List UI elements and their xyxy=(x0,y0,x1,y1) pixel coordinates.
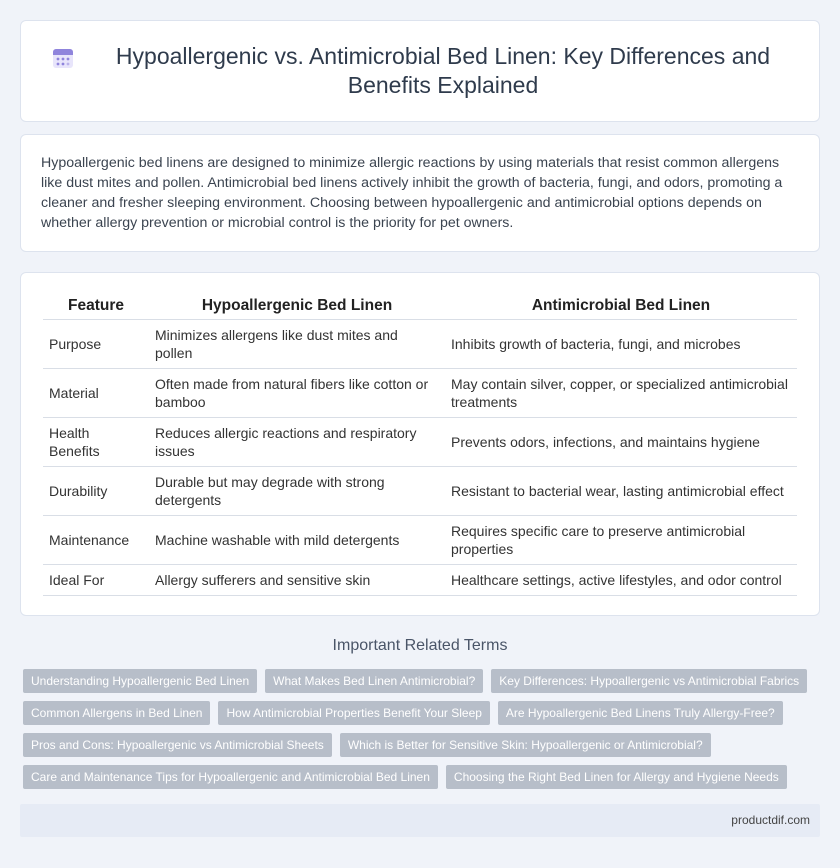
related-term-link[interactable]: Key Differences: Hypoallergenic vs Antimicrobial Fabrics xyxy=(491,669,807,693)
comparison-table-card xyxy=(20,272,820,616)
header-hypoallergenic: Hypoallergenic Bed Linen xyxy=(149,293,445,319)
row-hypoallergenic: Allergy sufferers and sensitive skin xyxy=(149,564,445,595)
footer-site-link[interactable]: productdif.com xyxy=(731,813,810,827)
table-row xyxy=(43,319,797,368)
related-term-link[interactable]: What Makes Bed Linen Antimicrobial? xyxy=(265,669,483,693)
table-row xyxy=(43,515,797,564)
related-term-link[interactable]: Choosing the Right Bed Linen for Allergy and Hygiene Needs xyxy=(446,765,787,789)
row-hypoallergenic: Often made from natural fibers like cotton or bamboo xyxy=(149,368,445,417)
table-row xyxy=(43,564,797,595)
related-term-link[interactable]: Understanding Hypoallergenic Bed Linen xyxy=(23,669,257,693)
row-feature: Maintenance xyxy=(43,515,149,564)
row-antimicrobial: Prevents odors, infections, and maintains hygiene xyxy=(445,417,797,466)
row-antimicrobial: Healthcare settings, active lifestyles, and odor control xyxy=(445,564,797,595)
row-hypoallergenic: Reduces allergic reactions and respiratory issues xyxy=(149,417,445,466)
table-row xyxy=(43,417,797,466)
page-title: Hypoallergenic vs. Antimicrobial Bed Linen: Key Differences and Benefits Explained xyxy=(115,43,771,98)
row-feature: Health Benefits xyxy=(43,417,149,466)
table-header-row xyxy=(43,293,797,319)
title-card xyxy=(20,20,820,122)
row-feature: Material xyxy=(43,368,149,417)
header-feature: Feature xyxy=(43,293,149,319)
row-feature: Durability xyxy=(43,466,149,515)
related-terms-list xyxy=(23,669,823,789)
intro-card xyxy=(20,134,820,252)
related-term-link[interactable]: Are Hypoallergenic Bed Linens Truly Allergy-Free? xyxy=(498,701,783,725)
table-row xyxy=(43,466,797,515)
row-antimicrobial: May contain silver, copper, or specialized antimicrobial treatments xyxy=(445,368,797,417)
related-term-link[interactable]: Which is Better for Sensitive Skin: Hypoallergenic or Antimicrobial? xyxy=(340,733,711,757)
row-feature: Ideal For xyxy=(43,564,149,595)
table-row xyxy=(43,368,797,417)
calendar-icon xyxy=(51,46,75,70)
footer xyxy=(20,804,820,837)
related-terms-heading: Important Related Terms xyxy=(332,637,508,654)
row-antimicrobial: Requires specific care to preserve antimicrobial properties xyxy=(445,515,797,564)
header-antimicrobial: Antimicrobial Bed Linen xyxy=(445,293,797,319)
row-hypoallergenic: Minimizes allergens like dust mites and pollen xyxy=(149,319,445,368)
row-antimicrobial: Inhibits growth of bacteria, fungi, and microbes xyxy=(445,319,797,368)
comparison-table xyxy=(43,293,797,596)
related-term-link[interactable]: How Antimicrobial Properties Benefit Your Sleep xyxy=(218,701,489,725)
row-hypoallergenic: Machine washable with mild detergents xyxy=(149,515,445,564)
row-antimicrobial: Resistant to bacterial wear, lasting antimicrobial effect xyxy=(445,466,797,515)
intro-paragraph: Hypoallergenic bed linens are designed to minimize allergic reactions by using materials that resist common allergens like dust mites and pollen. Antimicrobial bed linens actively inhibit the growth of bacteria, fungi, and odors, promoting a cleaner and fresher sleeping environment. Choosing between hypoallergenic and antimicrobial options depends on whether allergy prevention or microbial control is the priority for pet owners. xyxy=(41,155,783,231)
related-term-link[interactable]: Care and Maintenance Tips for Hypoallergenic and Antimicrobial Bed Linen xyxy=(23,765,438,789)
related-term-link[interactable]: Common Allergens in Bed Linen xyxy=(23,701,210,725)
row-hypoallergenic: Durable but may degrade with strong detergents xyxy=(149,466,445,515)
row-feature: Purpose xyxy=(43,319,149,368)
related-term-link[interactable]: Pros and Cons: Hypoallergenic vs Antimicrobial Sheets xyxy=(23,733,332,757)
